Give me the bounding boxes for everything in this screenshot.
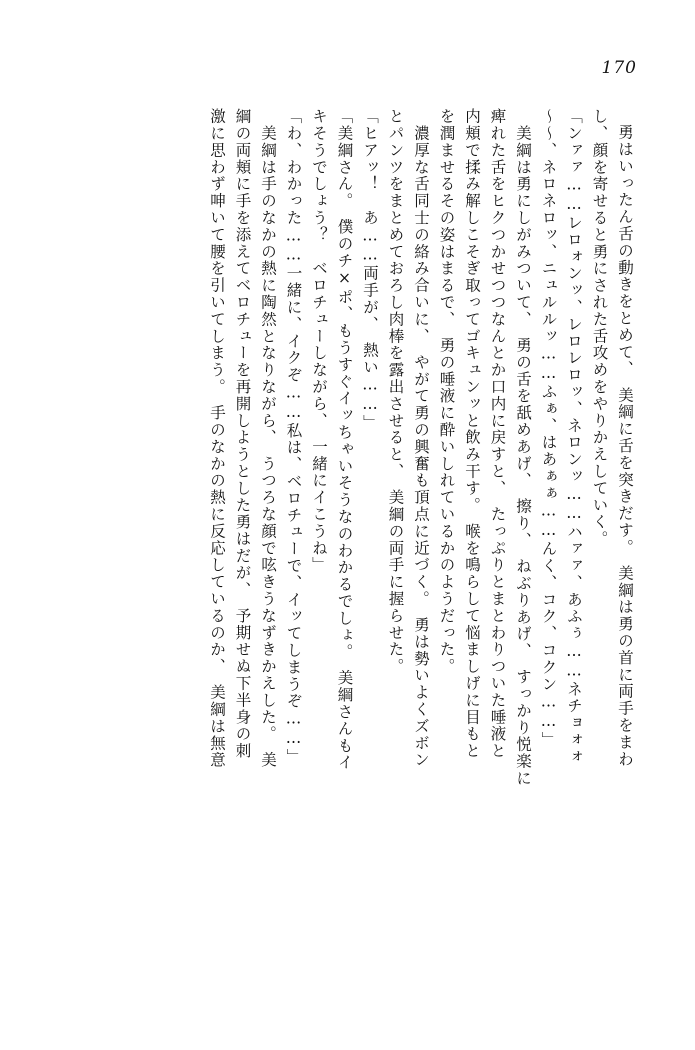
text-line: 「ンァァ……レロォンッ、レロレロッ、ネロンッ……ハァァ、あふぅ……ネチョォォ: [565, 108, 583, 766]
text-line: 「わ、わかった……一緒に、イクぞ……私は、ベロチューで、イッてしまうぞ……」: [284, 108, 303, 766]
text-line: 「ヒアッ！ あ……両手が、 熱い……」: [361, 108, 379, 432]
text-line: 濃厚な舌同士の絡み合いに、 やがて勇の興奮も頂点に近づく。 勇は勢いよくズボン: [412, 108, 430, 769]
text-line: 綱の両頬に手を添えてベロチューを再開しようとした勇はだが、 予期せぬ下半身の刺: [233, 108, 252, 760]
text-line: 〜〜、ネロネロッ、ニュルルッ……ふぁ、はあぁぁ……んく、コク、コクン……」: [539, 108, 558, 749]
text-line: 勇はいったん舌の動きをとめて、 美綱に舌を突きだす。 美綱は勇の首に両手をまわ: [616, 124, 634, 768]
text-line: を潤ませるその姿はまるで、 勇の唾液に酔いしれているかのようだった。: [437, 108, 456, 675]
text-line: 内頬で揉み解しこそぎ取ってゴキュンッと飲み干す。 喉を鳴らして悩ましげに目もと: [463, 108, 481, 760]
text-line: とパンツをまとめておろし肉棒を露出させると、 美綱の両手に握らせた。: [386, 108, 405, 675]
text-line: 「美綱さん。 僕のチ×ポ、もうすぐイッちゃいそうなのわかるでしょ。 美綱さんもイ: [335, 108, 354, 771]
text-line: 美綱は手のなかの熱に陶然となりながら、 うつろな顔で呟きうなずきかえした。 美: [259, 108, 277, 769]
text-line: し、顔を寄せると勇にされた舌攻めをやりかえしていく。: [590, 108, 609, 548]
text-line: 痺れた舌をヒクつかせつつなんとか口内に戻すと、 たっぷりとまとわりついた唾液と: [488, 108, 507, 760]
page-number: 170: [601, 58, 637, 78]
body-text: [58, 108, 637, 988]
text-line: キそうでしょう？ ベロチューしながら、 一緒にイこうね」: [310, 108, 328, 574]
text-line: 激に思わず呻いて腰を引いてしまう。 手のなかの熱に反応しているのか、 美綱は無意: [208, 108, 226, 769]
text-line: 美綱は勇にしがみついて、 勇の舌を舐めあげ、 擦り、 ねぶりあげ、 すっかり悦楽に: [514, 108, 532, 787]
